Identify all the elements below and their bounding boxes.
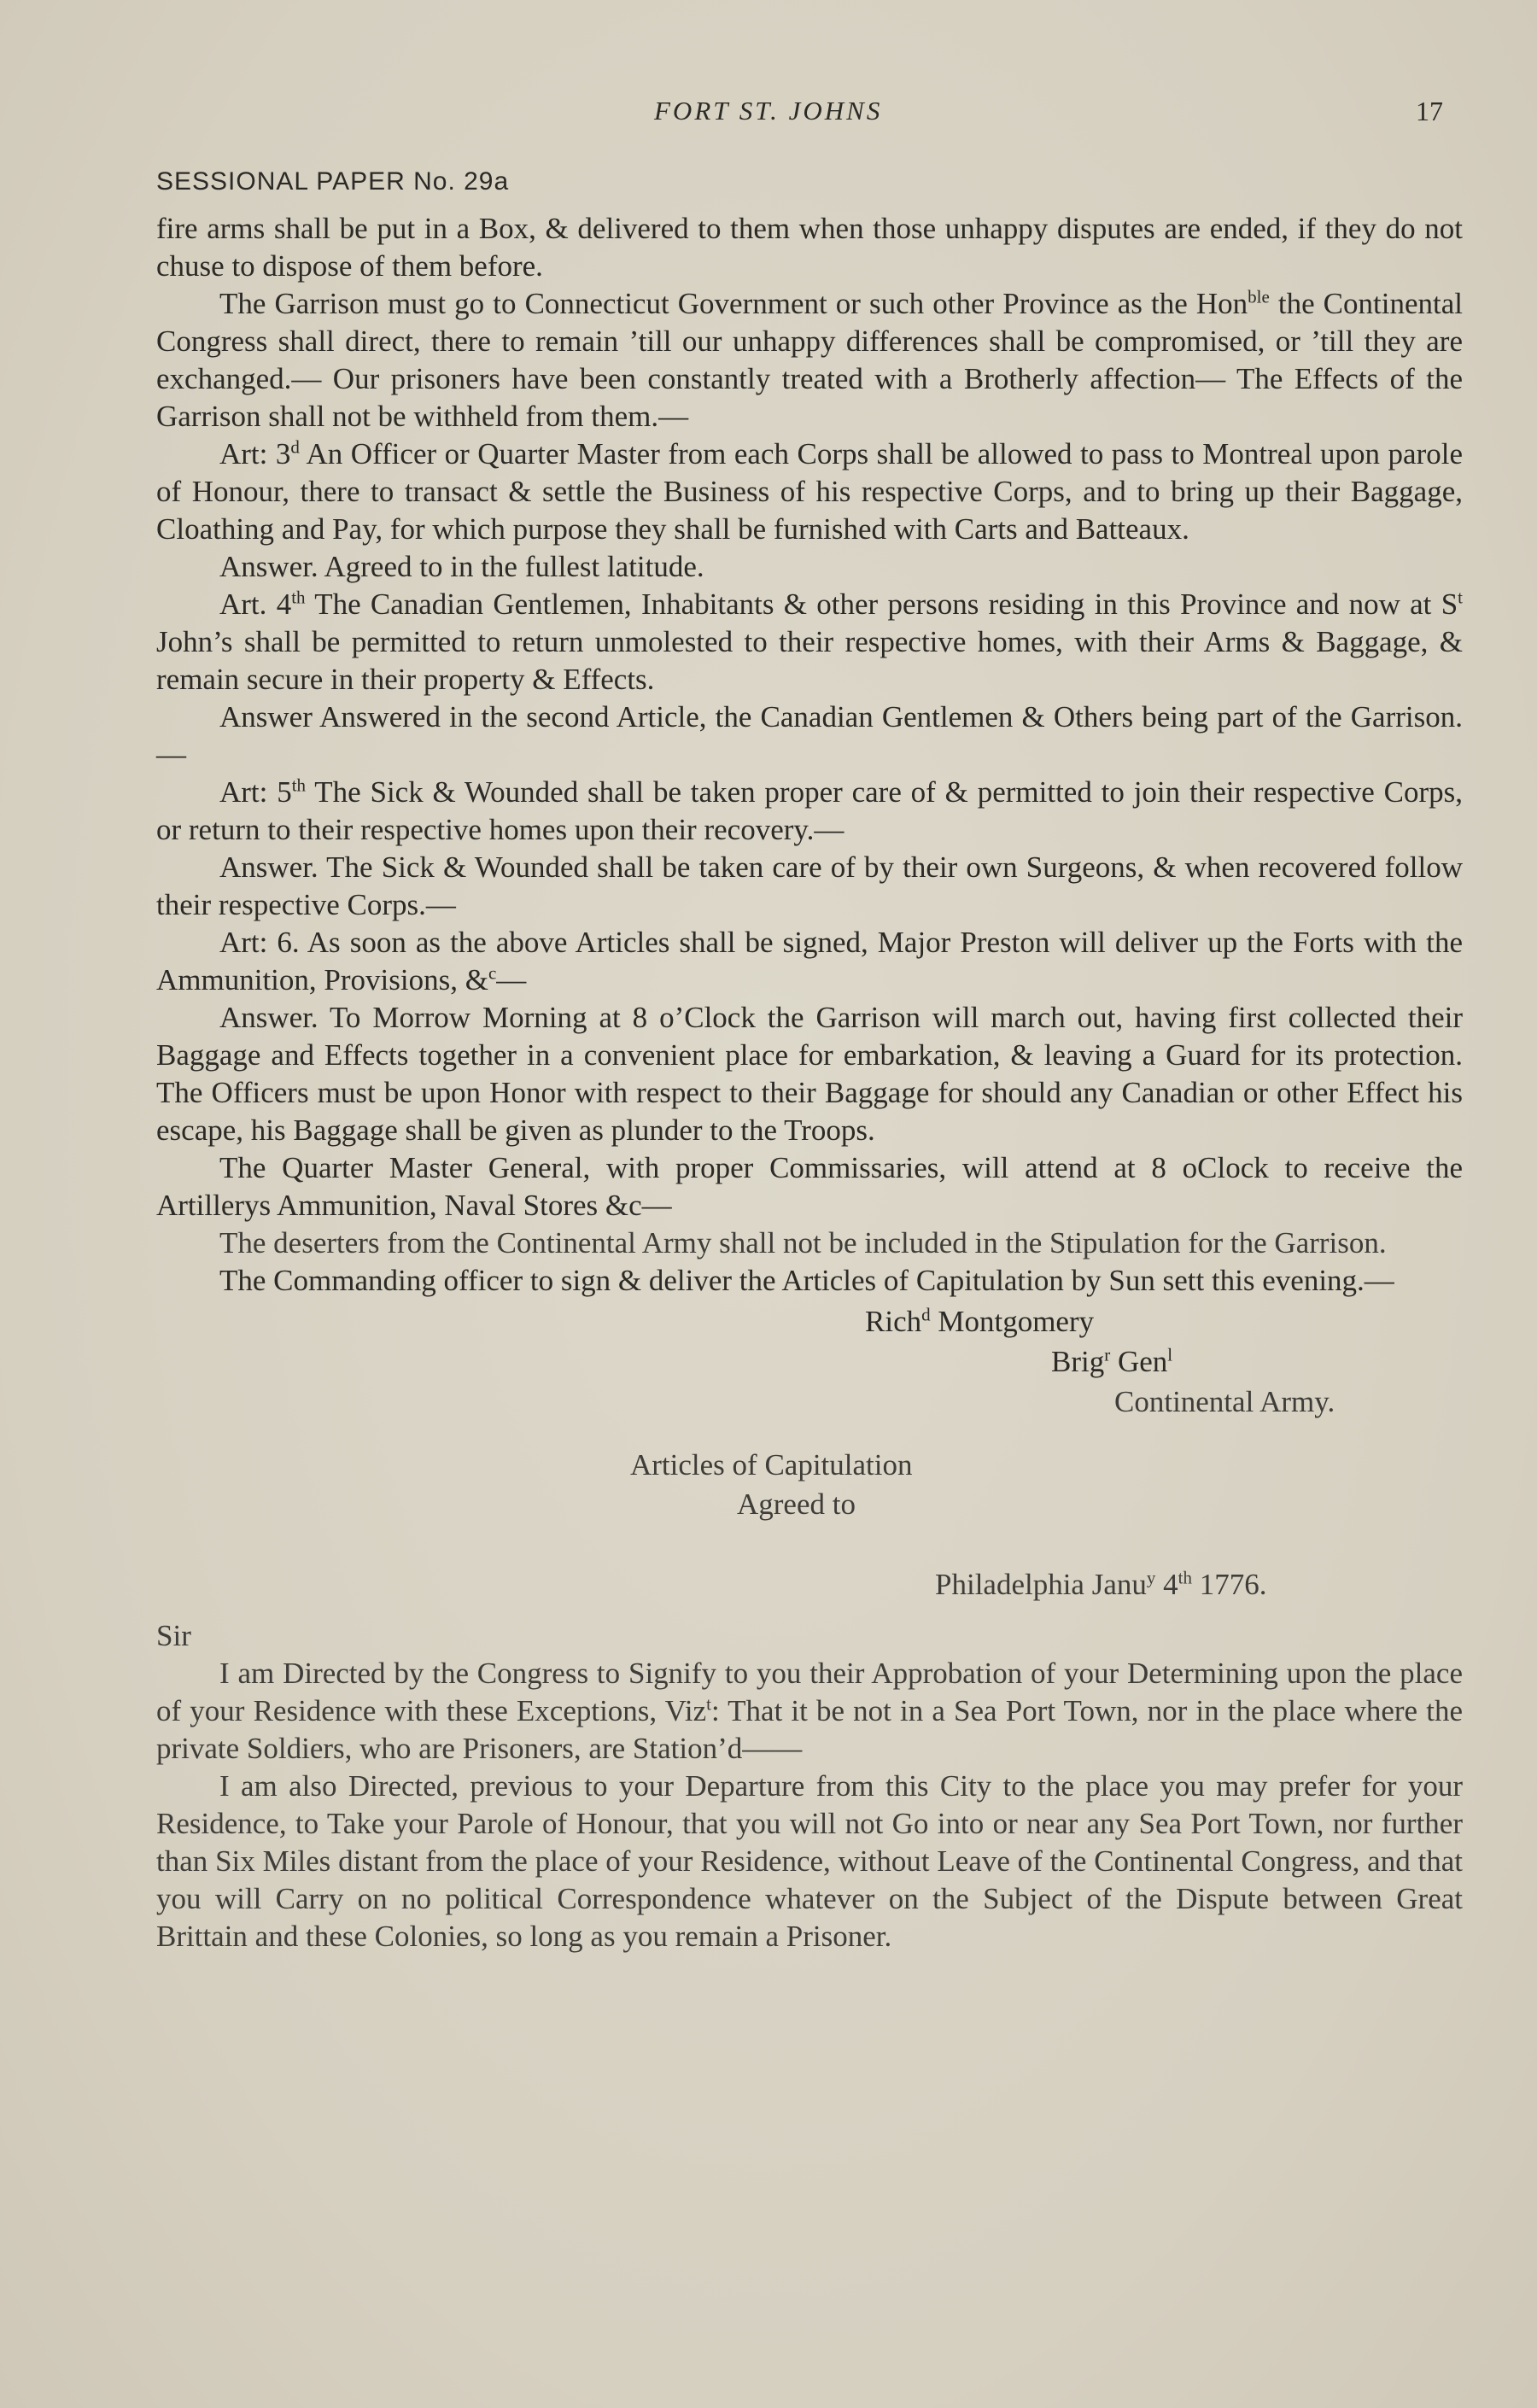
article-3 (156, 435, 1463, 548)
answer-4: Answer Answered in the second Article, the Canadian Gentlemen & Others being part of the Garrison.— (156, 700, 1463, 771)
paragraph-quarter-master: The Quarter Master General, with proper Commissaries, will attend at 8 oClock to receive the Artillerys Ammunition, Naval Stores &c— (156, 1151, 1463, 1222)
article-5 (156, 774, 1463, 849)
signature-army: Continental Army. (1114, 1385, 1335, 1418)
text: Montgomery (930, 1305, 1095, 1338)
superscript: t (706, 1693, 711, 1715)
paragraph-deserters: The deserters from the Continental Army shall not be included in the Stipulation for the Garrison. (219, 1226, 1387, 1260)
paragraph-commanding-officer: The Commanding officer to sign & deliver the Articles of Capitulation by Sun sett this evening.— (219, 1264, 1394, 1297)
paragraph-fire-arms: fire arms shall be put in a Box, & delivered to them when those unhappy disputes are ended, if they do not chuse to dispose of them before. (156, 212, 1463, 283)
letter-dateline (156, 1566, 1463, 1609)
running-title: FORT ST. JOHNS (654, 96, 883, 126)
paragraph-garrison (156, 285, 1463, 435)
article-text: John’s shall be permitted to return unmolested to their respective homes, with their Arms & Baggage, & remain secure in their property & Effects. (156, 625, 1463, 696)
article-label: Art: 5 (219, 775, 292, 809)
article-text: — (496, 963, 527, 997)
text: the Continental Congress shall direct, there to remain ’till our unhappy differences shall be compromised, or ’till they are exchanged.— Our prisoners have been constantly treated with a Brotherly affection— The Effects of the Garrison shall not be withheld from them.— (156, 287, 1463, 433)
signature-name (865, 1303, 1094, 1341)
text: I am Directed by the Congress to Signify to you their Approbation of your Determining upon the place of your Residence with these Exceptions, Viz (156, 1657, 1463, 1727)
superscript: r (1104, 1344, 1111, 1365)
superscript: t (1458, 587, 1463, 608)
article-text: The Sick & Wounded shall be taken proper care of & permitted to join their respective Corps, or return to their respective homes upon their recovery.— (156, 775, 1463, 846)
text: Philadelphia Janu (935, 1568, 1147, 1601)
article-label: Art: 3 (219, 437, 291, 470)
article-4 (156, 586, 1463, 698)
superscript: ble (1248, 286, 1270, 307)
superscript: d (921, 1304, 931, 1325)
superscript: th (1178, 1567, 1192, 1588)
article-text: Art: 6. As soon as the above Articles shall be signed, Major Preston will deliver up the Forts with the Ammunition, Provisions, & (156, 926, 1463, 997)
signature-rank (1051, 1343, 1172, 1381)
sessional-paper-label: SESSIONAL PAPER No. 29a (156, 167, 510, 196)
signature-block (156, 1303, 1463, 1424)
superscript: d (290, 436, 300, 458)
answer-5: Answer. The Sick & Wounded shall be taken care of by their own Surgeons, & when recovered follow their respective Corps.— (156, 850, 1463, 921)
articles-note-line-2: Agreed to (737, 1487, 856, 1521)
superscript: y (1146, 1567, 1156, 1588)
text: : That it be not in a Sea Port Town, nor in the place where the private Soldiers, who are Prisoners, are Station’d—— (156, 1694, 1463, 1765)
text: Brig (1051, 1345, 1105, 1378)
articles-note-line-1: Articles of Capitulation (630, 1448, 913, 1482)
article-text: An Officer or Quarter Master from each Corps shall be allowed to pass to Montreal upon parole of Honour, there to transact & settle the Business of his respective Corps, and to bring up their Baggage, Cloathing and Pay, for which purpose they shall be furnished with Carts and Batteaux. (156, 437, 1463, 546)
running-head (0, 96, 1537, 130)
superscript: th (291, 587, 306, 608)
text: Gen (1110, 1345, 1168, 1378)
article-text: The Canadian Gentlemen, Inhabitants & other persons residing in this Province and now at S (305, 587, 1458, 621)
letter-paragraph-2: I am also Directed, previous to your Departure from this City to the place you may prefer for your Residence, to Take your Parole of Honour, that you will not Go into or near any Sea Port Town, nor further than Six Miles distant from the place of your Residence, without Leave of the Continental Congress, and that you will Carry on no political Correspondence whatever on the Subject of the Dispute between Great Brittain and these Colonies, so long as you remain a Prisoner. (156, 1769, 1463, 1953)
superscript: c (488, 962, 497, 984)
answer-3: Answer. Agreed to in the fullest latitude. (219, 550, 704, 583)
letter-date (935, 1566, 1266, 1604)
answer-6: Answer. To Morrow Morning at 8 o’Clock the Garrison will march out, having first collected their Baggage and Effects together in a convenient place for embarkation, & leaving a Guard for its protection. The Officers must be upon Honor with respect to their Baggage for should any Canadian or other Effect his escape, his Baggage shall be given as plunder to the Troops. (156, 1001, 1463, 1147)
text: 1776. (1191, 1568, 1267, 1601)
page-number: 17 (1416, 96, 1443, 126)
text: 4 (1155, 1568, 1178, 1601)
article-label: Art. 4 (219, 587, 292, 621)
text: Rich (865, 1305, 922, 1338)
superscript: l (1167, 1344, 1173, 1365)
articles-note (156, 1447, 1463, 1539)
letter-paragraph-1 (156, 1655, 1463, 1768)
document-body (156, 210, 1463, 1955)
superscript: th (291, 774, 307, 796)
text: The Garrison must go to Connecticut Government or such other Province as the Hon (219, 287, 1248, 320)
letter-salutation: Sir (156, 1619, 191, 1652)
article-6 (156, 924, 1463, 999)
